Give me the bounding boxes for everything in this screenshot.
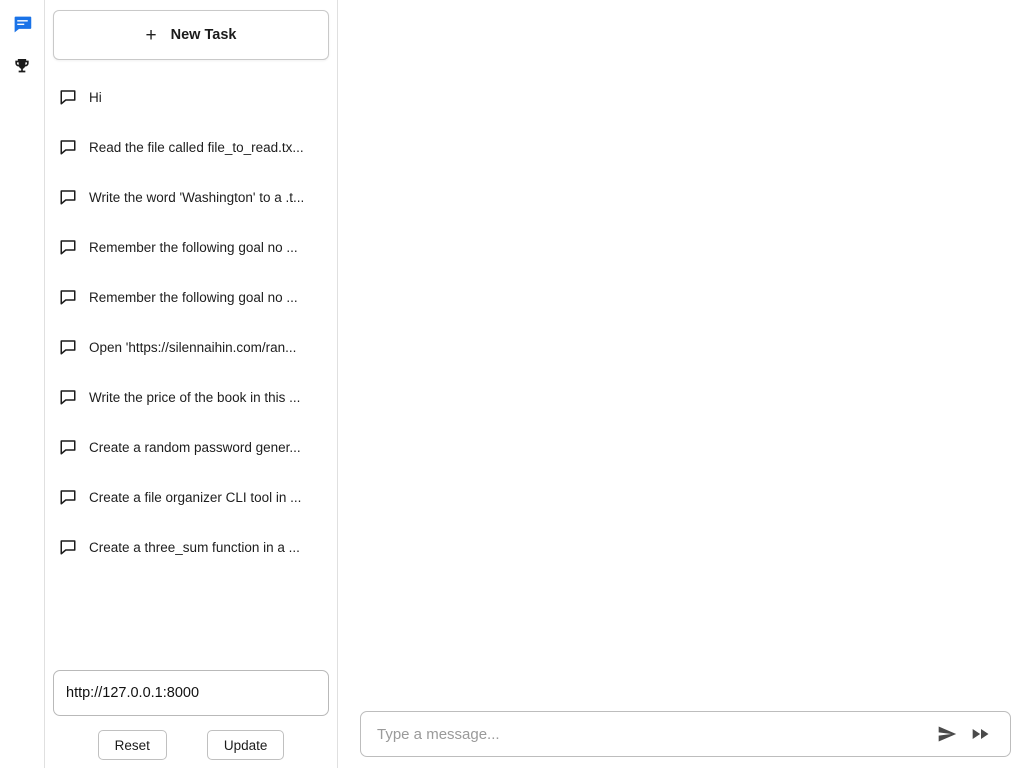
task-list-item[interactable] [53,422,329,472]
task-title: Open 'https://silennaihin.com/ran... [89,339,297,355]
task-title: Create a random password gener... [89,439,301,455]
rail-item-chat[interactable] [6,8,38,40]
task-list-item[interactable] [53,322,329,372]
message-bubble-icon [59,138,77,156]
message-bubble-icon [59,438,77,456]
task-list-item[interactable] [53,172,329,222]
composer-container [338,711,1033,768]
new-task-button[interactable] [53,10,329,60]
task-title: Remember the following goal no ... [89,239,298,255]
message-bubble-icon [59,238,77,256]
chat-pane [338,0,1033,768]
task-list-item[interactable] [53,122,329,172]
message-composer[interactable] [360,711,1011,757]
fast-forward-icon[interactable] [964,717,998,751]
task-list-item[interactable] [53,72,329,122]
reset-button[interactable]: Reset [98,730,167,760]
message-bubble-icon [59,288,77,306]
task-list-item[interactable] [53,372,329,422]
new-task-label: New Task [170,27,237,43]
task-list-item[interactable] [53,222,329,272]
task-title: Remember the following goal no ... [89,289,298,305]
task-title: Read the file called file_to_read.tx... [89,139,304,155]
rail-item-achievements[interactable] [6,50,38,82]
plus-icon: + [145,24,157,46]
message-bubble-icon [59,188,77,206]
message-bubble-icon [59,88,77,106]
task-list [53,72,329,572]
message-bubble-icon [59,338,77,356]
task-list-item[interactable] [53,472,329,522]
sidebar-footer [53,670,329,760]
message-bubble-icon [59,488,77,506]
task-sidebar [45,0,338,768]
update-button[interactable]: Update [207,730,285,760]
chat-icon [12,14,33,35]
send-icon[interactable] [930,717,964,751]
task-list-item[interactable] [53,522,329,572]
task-list-item[interactable] [53,272,329,322]
task-title: Create a file organizer CLI tool in ... [89,489,302,505]
message-input[interactable] [375,725,930,744]
sidebar-button-row [53,730,329,760]
message-bubble-icon [59,538,77,556]
task-title: Create a three_sum function in a ... [89,539,300,555]
task-title: Write the word 'Washington' to a .t... [89,189,305,205]
trophy-icon [12,56,32,77]
task-title: Write the price of the book in this ... [89,389,301,405]
message-bubble-icon [59,388,77,406]
icon-rail [0,0,45,768]
task-title: Hi [89,89,102,105]
message-list [338,0,1033,711]
agent-url-input[interactable] [53,670,329,716]
